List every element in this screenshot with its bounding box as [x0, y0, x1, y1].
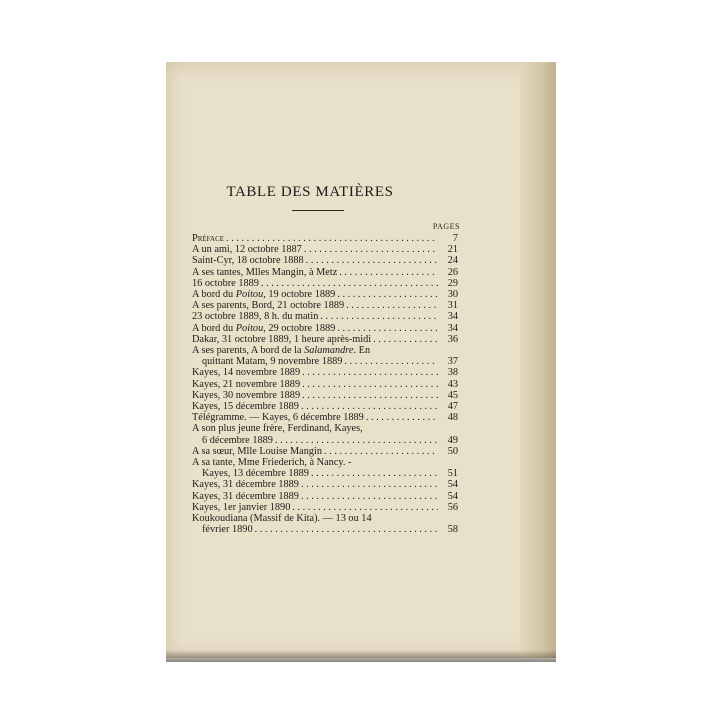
text-part: A bord du [192, 289, 236, 301]
text-part: , 29 octobre 1889 [263, 322, 336, 334]
dot-leader [224, 233, 438, 244]
toc-entry-text: Kayes, 15 décembre 1889 [192, 401, 299, 413]
toc-entry [192, 390, 458, 401]
toc-entry-text [192, 289, 335, 300]
toc-entry-text: Kayes, 31 décembre 1889 [192, 490, 299, 502]
toc-entry-page: 58 [447, 524, 458, 536]
dot-leader [344, 300, 438, 311]
toc-entry [192, 311, 458, 322]
toc-entry-page: 31 [447, 300, 458, 312]
toc-entry [192, 423, 458, 434]
dot-leader [300, 390, 438, 401]
dot-leader [299, 401, 438, 412]
toc-entry-page: 36 [447, 333, 458, 345]
toc-entry [192, 278, 458, 289]
toc-entry-page: 43 [447, 378, 458, 390]
toc-entry-page: 49 [447, 434, 458, 446]
dot-leader [309, 468, 438, 479]
dot-leader [302, 244, 438, 255]
toc-entry-page: 37 [447, 356, 458, 368]
dot-leader [322, 446, 438, 457]
toc-entry [192, 345, 458, 356]
toc-entry-text: Dakar, 31 octobre 1889, 1 heure après-midi [192, 333, 372, 345]
toc-entry-text: Kayes, 31 décembre 1889 [192, 479, 299, 491]
toc-entry-text: Koukoudiana (Massif de Kita). — 13 ou 14 [192, 513, 372, 525]
toc-entry-text: 16 octobre 1889 [192, 277, 259, 289]
toc-entry [192, 479, 458, 490]
dot-leader [253, 524, 438, 535]
toc-entry-continuation [192, 468, 458, 479]
toc-entry [192, 323, 458, 334]
toc-entry-page: 26 [447, 266, 458, 278]
dot-leader [259, 278, 438, 289]
dot-leader [335, 289, 438, 300]
dot-leader [318, 311, 438, 322]
table-of-contents [192, 233, 458, 535]
toc-entry-text: A sa tante, Mme Friederich, à Nancy. - [192, 457, 352, 469]
toc-entry-page: 50 [447, 445, 458, 457]
toc-title: TABLE DES MATIÈRES [226, 184, 394, 200]
toc-entry-page: 48 [447, 412, 458, 424]
toc-entry-text [192, 345, 370, 356]
toc-entry-continuation [192, 524, 458, 535]
dot-leader [300, 367, 438, 378]
toc-entry-page: 7 [452, 233, 458, 244]
toc-entry [192, 446, 458, 457]
toc-entry [192, 412, 458, 423]
toc-entry-text [192, 323, 335, 334]
toc-entry [192, 233, 458, 244]
dot-leader [300, 379, 438, 390]
toc-entry [192, 289, 458, 300]
title-divider [292, 210, 344, 211]
toc-entry [192, 513, 458, 524]
text-part: . En [353, 345, 371, 357]
toc-entry [192, 267, 458, 278]
toc-entry [192, 334, 458, 345]
toc-entry-text: Télégramme. — Kayes, 6 décembre 1889 [192, 412, 364, 424]
page-edge [520, 62, 556, 658]
dot-leader [299, 491, 438, 502]
toc-entry-page: 56 [447, 501, 458, 513]
toc-entry [192, 379, 458, 390]
toc-entry-page: 34 [447, 311, 458, 323]
text-part: , 19 octobre 1889 [263, 289, 336, 301]
toc-entry-page: 24 [447, 255, 458, 267]
text-part: A bord du [192, 322, 236, 334]
toc-entry-text: Saint-Cyr, 18 octobre 1888 [192, 255, 304, 267]
toc-entry [192, 491, 458, 502]
toc-entry [192, 401, 458, 412]
toc-entry-page: 21 [447, 244, 458, 256]
toc-entry [192, 300, 458, 311]
dot-leader [304, 255, 438, 266]
toc-entry [192, 367, 458, 378]
ship-name: Poitou [235, 322, 264, 334]
toc-entry [192, 244, 458, 255]
toc-entry-text: quittant Matam, 9 novembre 1889 [202, 356, 343, 368]
ship-name: Poitou [235, 289, 264, 301]
dot-leader [364, 412, 438, 423]
toc-entry-continuation [192, 435, 458, 446]
page-shadow [166, 650, 556, 662]
toc-entry-page: 47 [447, 401, 458, 413]
toc-entry-page: 51 [447, 468, 458, 480]
dot-leader [371, 334, 438, 345]
toc-entry-text: Kayes, 21 novembre 1889 [192, 378, 301, 390]
ship-name: Salamandre [304, 345, 354, 357]
pages-column-label: PAGES [432, 222, 460, 231]
text-part: A ses parents, A bord de la [192, 345, 305, 357]
toc-entry-text: 23 octobre 1889, 8 h. du matin [192, 311, 319, 323]
toc-entry-text: Kayes, 14 novembre 1889 [192, 367, 301, 379]
toc-entry-text: A ses parents, Bord, 21 octobre 1889 [192, 300, 345, 312]
toc-entry-text: A un ami, 12 octobre 1887 [192, 244, 302, 256]
toc-entry-continuation [192, 356, 458, 367]
dot-leader [290, 502, 438, 513]
toc-entry-text: A son plus jeune frère, Ferdinand, Kayes, [192, 423, 363, 435]
toc-entry-text: Préface [192, 233, 225, 244]
dot-leader [335, 323, 438, 334]
toc-entry-text: Kayes, 30 novembre 1889 [192, 389, 301, 401]
toc-entry-text: Kayes, 13 décembre 1889 [202, 468, 309, 480]
toc-entry-text: février 1890 [202, 524, 253, 536]
toc-entry-page: 54 [447, 490, 458, 502]
toc-entry [192, 255, 458, 266]
toc-entry-text: 6 décembre 1889 [202, 434, 273, 446]
toc-entry-page: 54 [447, 479, 458, 491]
toc-entry-page: 45 [447, 389, 458, 401]
dot-leader [342, 356, 438, 367]
dot-leader [299, 479, 438, 490]
toc-entry [192, 502, 458, 513]
toc-entry-page: 34 [447, 322, 458, 334]
dot-leader [273, 435, 438, 446]
toc-entry-text: Kayes, 1er janvier 1890 [192, 501, 291, 513]
dot-leader [337, 267, 438, 278]
toc-entry [192, 457, 458, 468]
toc-entry-page: 30 [447, 289, 458, 301]
toc-entry-page: 29 [447, 277, 458, 289]
toc-entry-page: 38 [447, 367, 458, 379]
toc-entry-text: A sa sœur, Mlle Louise Mangin [192, 445, 323, 457]
toc-entry-text: A ses tantes, Mlles Mangin, à Metz [192, 266, 338, 278]
